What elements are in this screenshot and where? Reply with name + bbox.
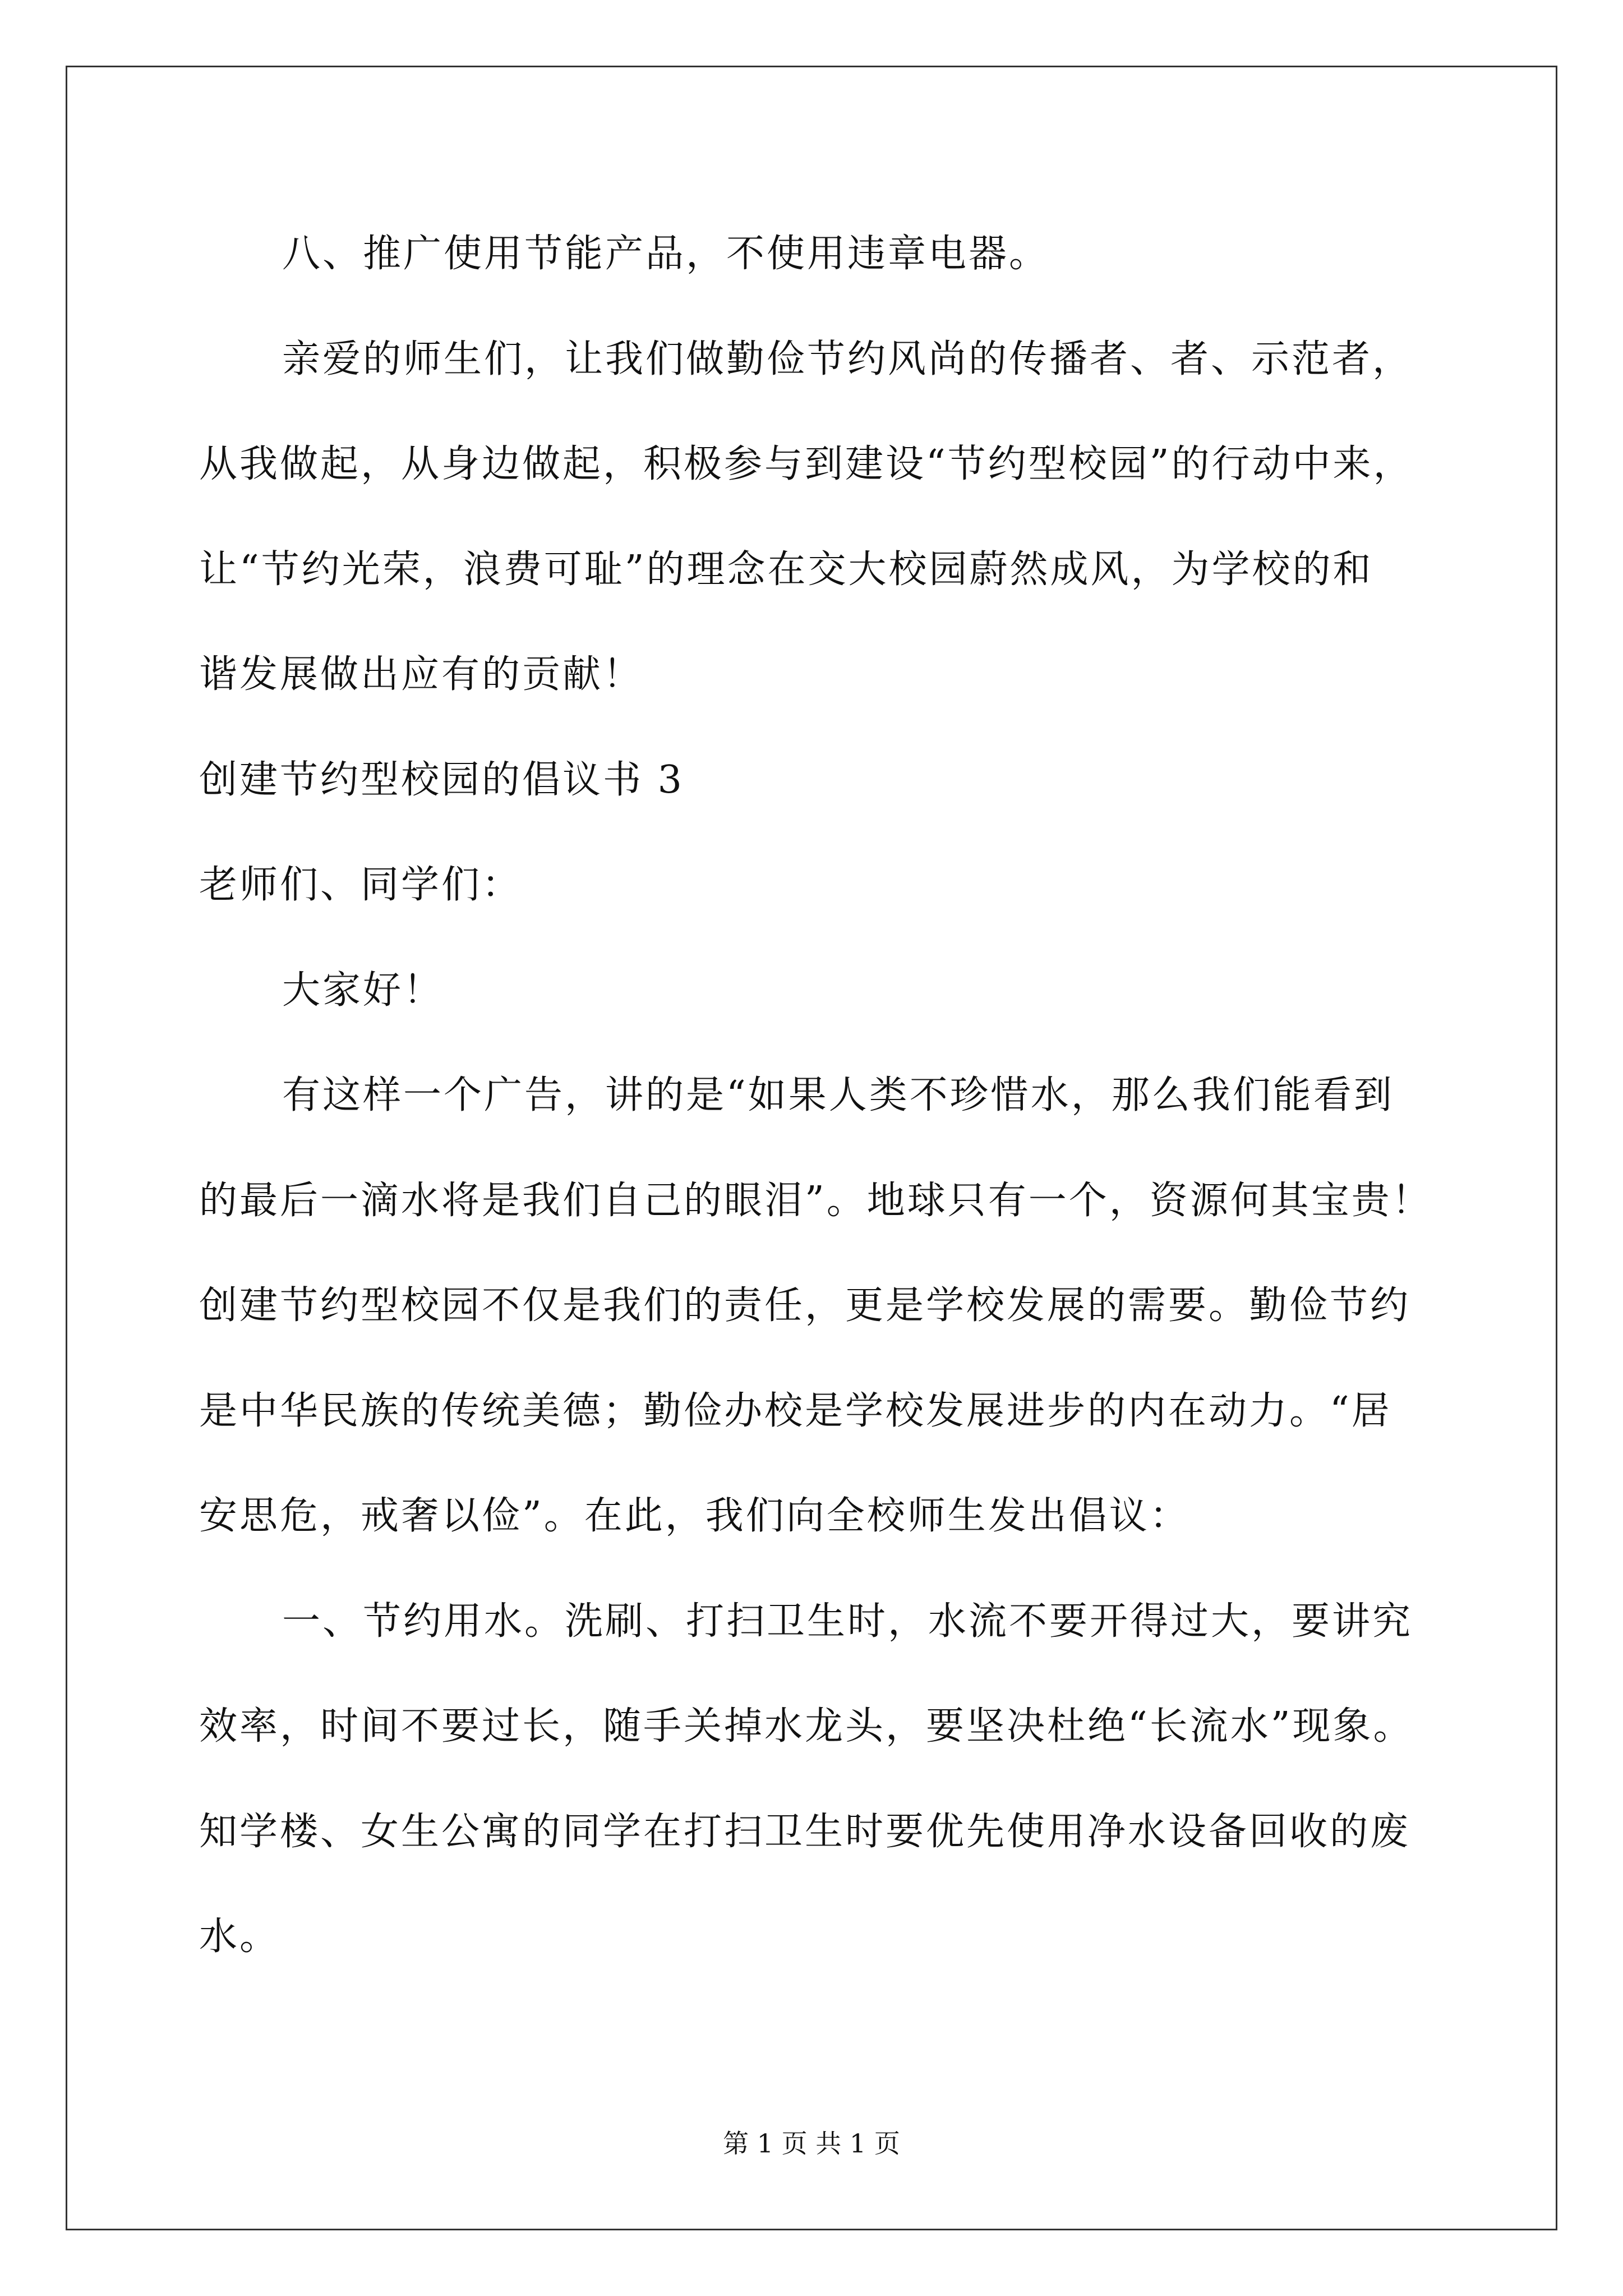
paragraph-line: 水。 [199, 1915, 280, 1959]
paragraph-line: 是中华民族的传统美德；勤俭办校是学校发展进步的内在动力。“居 [199, 1389, 1392, 1433]
greeting: 大家好！ [282, 968, 444, 1013]
paragraph-line: 的最后一滴水将是我们自己的眼泪”。地球只有一个，资源何其宝贵！ [199, 1179, 1432, 1223]
paragraph-line: 创建节约型校园不仅是我们的责任，更是学校发展的需要。勤俭节约 [199, 1283, 1411, 1328]
paragraph-line: 八、推广使用节能产品，不使用违章电器。 [282, 232, 1050, 276]
paragraph-line: 安思危，戒奢以俭”。在此，我们向全校师生发出倡议： [199, 1494, 1190, 1538]
paragraph-line: 一、节约用水。洗刷、打扫卫生时，水流不要开得过大，要讲究 [282, 1599, 1413, 1644]
paragraph-line: 亲爱的师生们，让我们做勤俭节约风尚的传播者、者、示范者， [282, 337, 1413, 381]
paragraph-line: 从我做起，从身边做起，积极参与到建设“节约型校园”的行动中来， [199, 442, 1414, 486]
page-number-footer: 第 1 页 共 1 页 [723, 2128, 900, 2159]
paragraph-line: 效率，时间不要过长，随手关掉水龙头，要坚决杜绝“长流水”现象。 [199, 1704, 1414, 1749]
paragraph-line: 让“节约光荣，浪费可耻”的理念在交大校园蔚然成风，为学校的和 [199, 547, 1373, 592]
paragraph-line: 知学楼、女生公寓的同学在打扫卫生时要优先使用净水设备回收的废 [199, 1810, 1411, 1854]
section-heading: 创建节约型校园的倡议书 3 [199, 758, 684, 802]
paragraph-line: 有这样一个广告，讲的是“如果人类不珍惜水，那么我们能看到 [282, 1073, 1394, 1117]
paragraph-line: 谐发展做出应有的贡献！ [199, 652, 644, 697]
page-border [66, 66, 1557, 2230]
salutation: 老师们、同学们： [199, 863, 523, 907]
